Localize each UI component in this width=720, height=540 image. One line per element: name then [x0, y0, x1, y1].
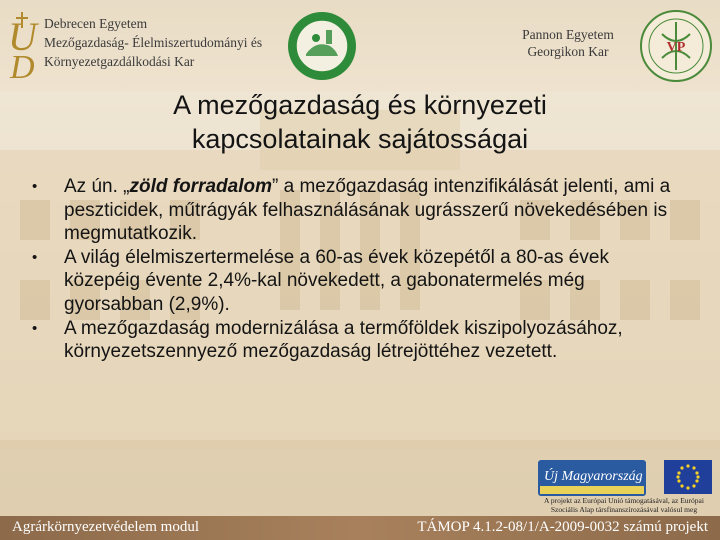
bullet-prefix: Az ún. „ — [64, 176, 130, 197]
eu-support-note: A projekt az Európai Unió támogatásával, az Európai Szociális Alap társfinanszírozásával valósul meg — [544, 496, 704, 514]
left-university-line: Mezőgazdaság- Élelmiszertudományi és — [44, 35, 263, 50]
bullet-text: A világ élelmiszertermelése a 60-as évek közepétől a 80-as évek közepéig évente 2,4%-kal növekedett, a gabonatermelés még gyorsabban (2,9%). — [64, 246, 609, 315]
slide-title — [60, 88, 660, 156]
bullet-suffix: ” a mezőgazdaság intenzifikálását jelenti, ami a peszticidek, műtrágyák felhasználásának ugrásszerű növekedésében is megmutatkozik. — [64, 176, 671, 245]
left-university-name — [44, 14, 284, 71]
db-monogram-icon — [4, 6, 40, 82]
bullet-dot-icon: • — [32, 178, 38, 195]
bullet-item — [28, 175, 688, 246]
bullet-dot-icon: • — [32, 248, 38, 266]
footer-bar — [0, 516, 720, 540]
eu-flag-icon — [664, 460, 712, 494]
bullet-item — [28, 246, 688, 317]
georgikon-seal-icon — [638, 8, 714, 84]
bullet-emphasis: zöld forradalom — [129, 176, 272, 197]
header-bar — [0, 0, 720, 92]
green-faculty-seal-icon — [286, 10, 358, 82]
bullet-item — [28, 317, 688, 364]
right-university-name — [510, 26, 626, 60]
bullet-dot-icon: • — [32, 319, 38, 337]
svg-text:D: D — [10, 49, 35, 82]
right-university-line: Georgikon Kar — [527, 44, 609, 59]
bullet-list — [28, 175, 688, 364]
svg-text:U: U — [8, 14, 37, 59]
eu-support-block — [534, 456, 710, 518]
bullet-text: A mezőgazdaság modernizálása a termőföldek kiszipolyozásához, környezetszennyező mezőgazdaság létrejöttéhez vezetett. — [64, 317, 623, 363]
footer-project-id: TÁMOP 4.1.2-08/1/A-2009-0032 számú projekt — [417, 519, 708, 535]
svg-text:VP: VP — [666, 40, 686, 55]
left-university-line: Debrecen Egyetem — [44, 16, 148, 31]
uj-logo-text: Új Magyarország — [544, 469, 643, 484]
right-university-line: Pannon Egyetem — [522, 27, 614, 42]
title-line: A mezőgazdaság és környezeti — [173, 90, 547, 120]
left-university-line: Környezetgazdálkodási Kar — [44, 54, 195, 69]
footer-module-name: Agrárkörnyezetvédelem modul — [12, 519, 200, 535]
title-line: kapcsolatainak sajátosságai — [191, 124, 529, 154]
uj-magyarorszag-logo — [538, 460, 646, 496]
